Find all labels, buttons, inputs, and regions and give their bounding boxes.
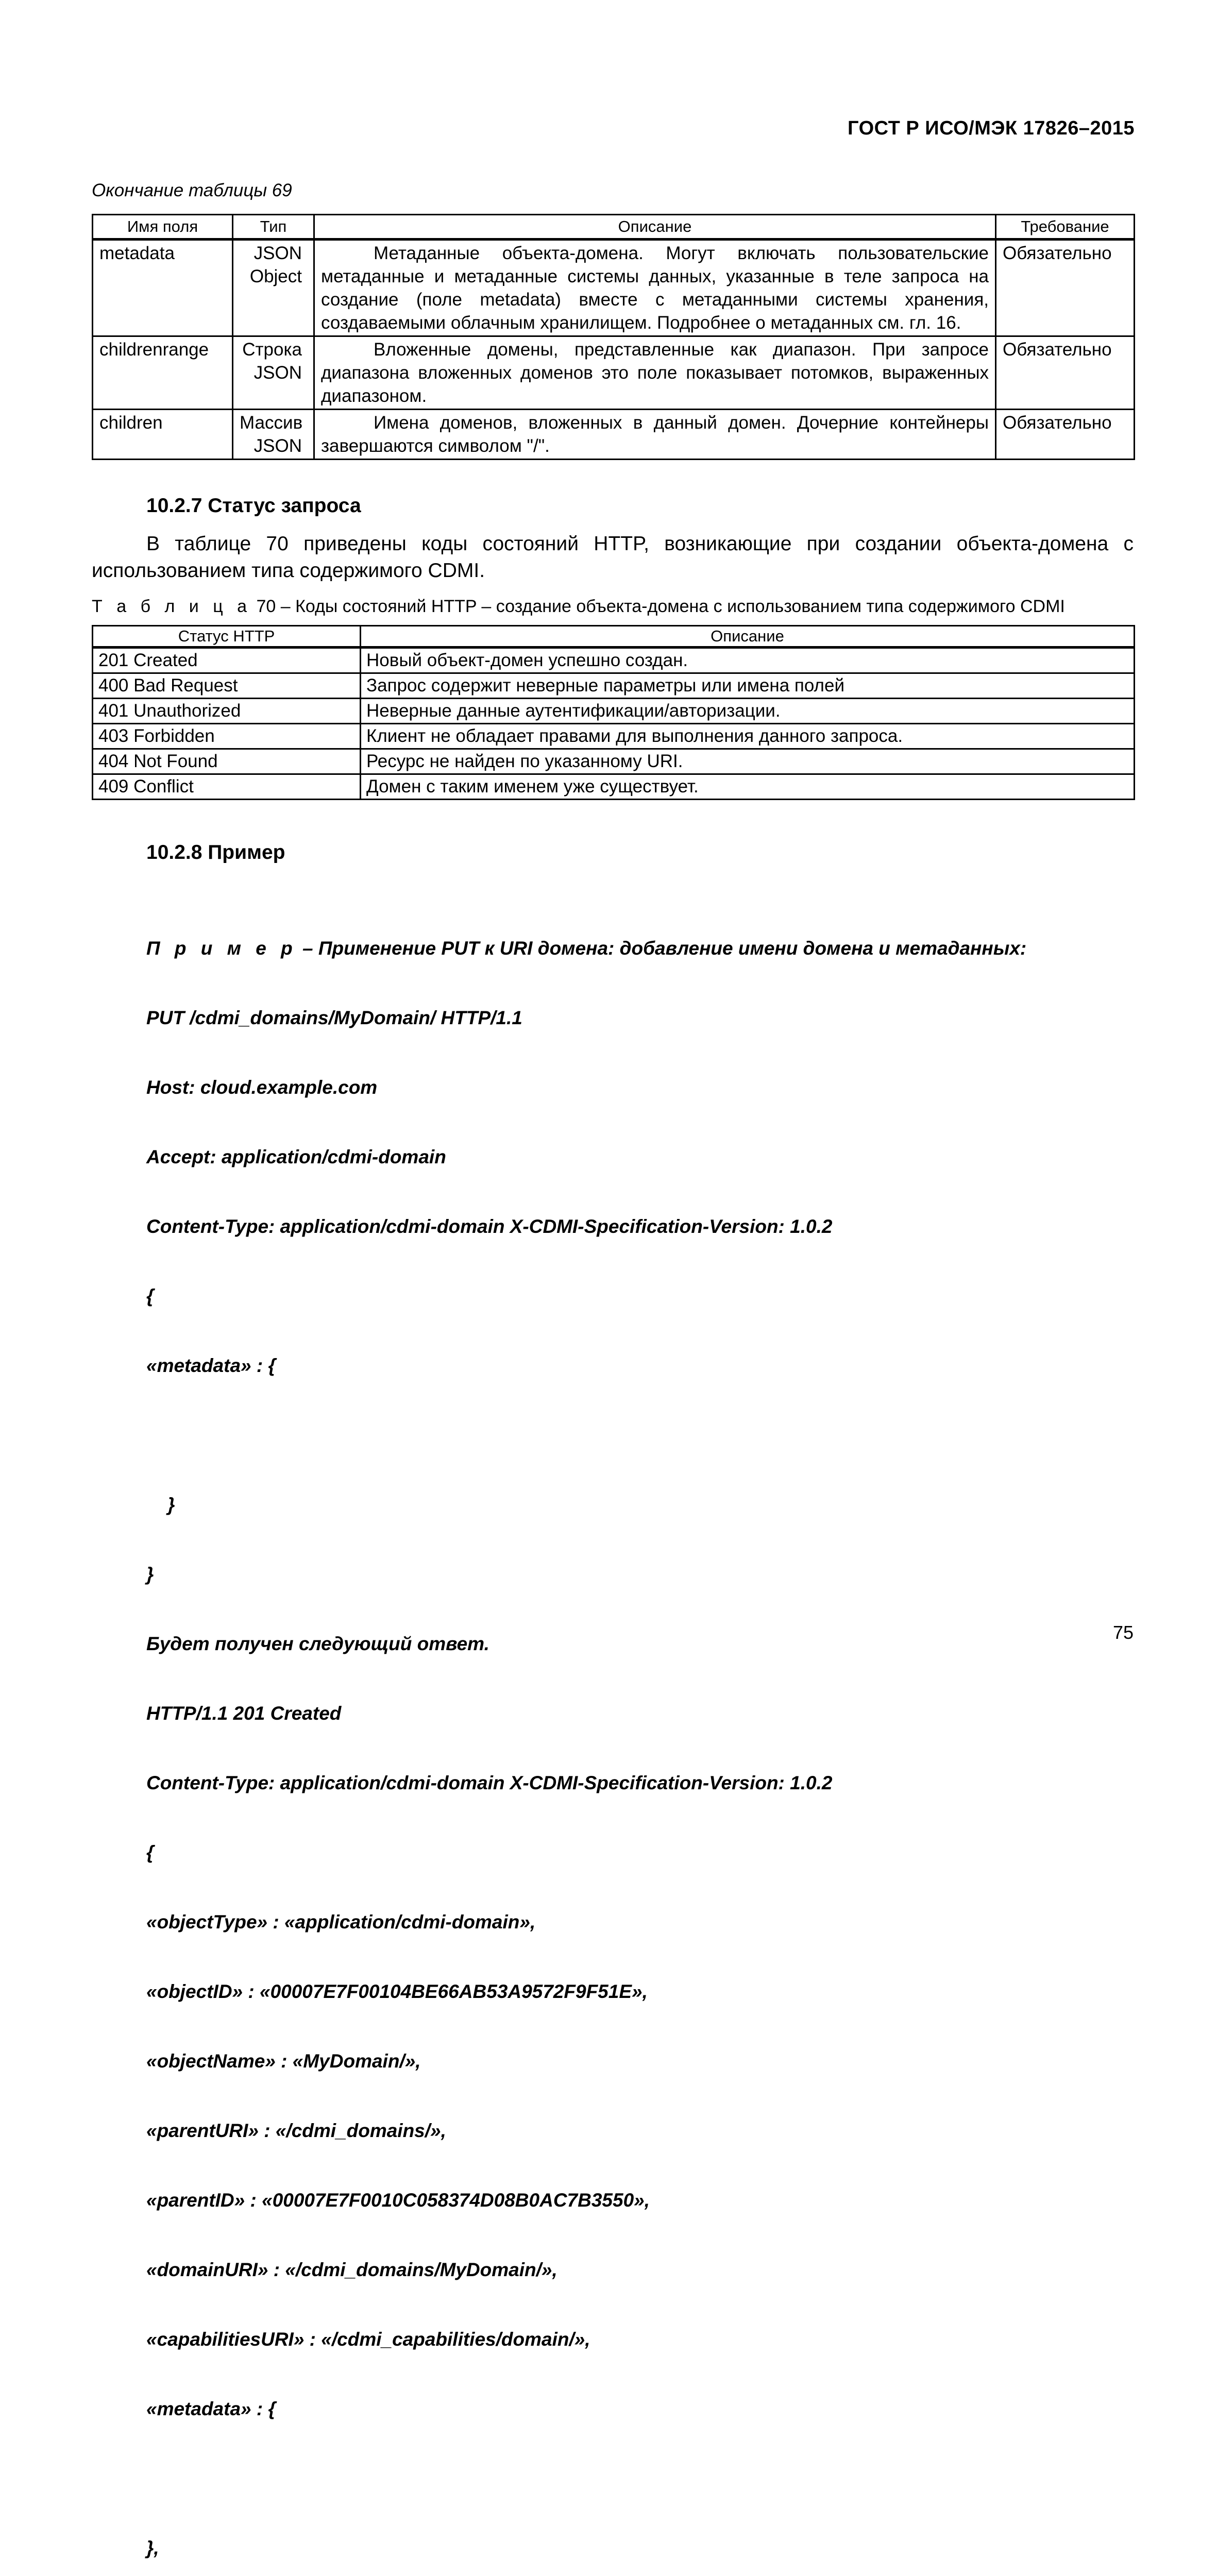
column-header: Описание (361, 626, 1135, 648)
table-row (93, 410, 1135, 460)
status-paragraph (92, 531, 1134, 584)
type-line: Object (249, 266, 302, 286)
example-line: «parentURI» : «/cdmi_domains/», (146, 2120, 446, 2141)
type-line: Строка (242, 340, 302, 360)
type-line: JSON (253, 243, 302, 263)
description-cell: Метаданные объекта-домена. Могут включать пользовательские метаданные и метаданные системы данных, указанные в теле запроса на создание (поле metadata) вместе с метаданными системы хранения, создаваемыми облачным хранилищем. Подробнее о метаданных см. гл. 16. (314, 240, 996, 336)
example-block (146, 890, 1026, 2576)
example-line (146, 937, 1026, 960)
column-header: Описание (314, 215, 996, 240)
table-row (93, 240, 1135, 336)
description-cell: Ресурс не найден по указанному URI. (361, 749, 1135, 774)
example-line: «metadata» : { (146, 2398, 276, 2419)
table-69-caption: Окончание таблицы 69 (92, 180, 292, 200)
field-type-cell (233, 336, 314, 410)
description-cell: Неверные данные аутентификации/авторизации. (361, 699, 1135, 724)
example-text: – Применение PUT к URI домена: добавление имени домена и метаданных: (297, 938, 1027, 959)
table-row (93, 336, 1135, 410)
table-row (93, 749, 1135, 774)
example-line: { (146, 1842, 154, 1863)
field-type-cell (233, 410, 314, 460)
field-type-cell (233, 240, 314, 336)
example-line (146, 1423, 1026, 1447)
example-line: «objectID» : «00007E7F00104BE66AB53A9572F9F51E», (146, 1981, 648, 2002)
example-line: HTTP/1.1 201 Created (146, 1703, 342, 1724)
example-line: «parentID» : «00007E7F0010C058374D08B0AC7B3550», (146, 2190, 650, 2211)
description-cell: Имена доменов, вложенных в данный домен. Дочерние контейнеры завершаются символом "/". (314, 410, 996, 460)
table-row (93, 724, 1135, 749)
type-line: JSON (253, 363, 302, 383)
type-line: Массив (240, 413, 303, 433)
table-header-row (93, 626, 1135, 648)
example-line: { (146, 1285, 154, 1307)
column-header: Статус HTTP (93, 626, 361, 648)
example-line: } (146, 1564, 154, 1585)
status-cell: 201 Created (93, 648, 361, 673)
table-label: Т а б л и ц а (92, 597, 252, 616)
example-line (146, 2467, 1026, 2490)
column-header: Требование (996, 215, 1135, 240)
field-name-cell: children (93, 410, 233, 460)
example-line: «domainURI» : «/cdmi_domains/MyDomain/», (146, 2259, 557, 2280)
status-cell: 400 Bad Request (93, 673, 361, 699)
example-label: П р и м е р (146, 938, 297, 959)
table-row (93, 673, 1135, 699)
example-line: «metadata» : { (146, 1355, 276, 1376)
table-title: 70 – Коды состояний HTTP – создание объекта-домена с использованием типа содержимого CDMI (256, 597, 1065, 616)
type-line: JSON (253, 436, 302, 456)
standard-header: ГОСТ Р ИСО/МЭК 17826–2015 (848, 117, 1135, 139)
section-heading-example: 10.2.8 Пример (146, 841, 285, 863)
table-70 (92, 625, 1135, 800)
section-heading-status: 10.2.7 Статус запроса (146, 495, 361, 517)
page-number: 75 (1112, 1622, 1134, 1643)
table-row (93, 699, 1135, 724)
field-name-cell: metadata (93, 240, 233, 336)
table-row (93, 774, 1135, 800)
example-line: «objectName» : «MyDomain/», (146, 2050, 421, 2072)
example-line: «capabilitiesURI» : «/cdmi_capabilities/domain/», (146, 2329, 590, 2350)
table-header-row (93, 215, 1135, 240)
example-line: «objectType» : «application/cdmi-domain», (146, 1911, 536, 1933)
status-cell: 401 Unauthorized (93, 699, 361, 724)
table-70-caption (92, 597, 1065, 617)
example-line: Host: cloud.example.com (146, 1077, 378, 1098)
requirement-cell: Обязательно (996, 410, 1135, 460)
example-line: Accept: application/cdmi-domain (146, 1146, 446, 1167)
description-cell: Запрос содержит неверные параметры или имена полей (361, 673, 1135, 699)
status-cell: 403 Forbidden (93, 724, 361, 749)
description-cell: Новый объект-домен успешно создан. (361, 648, 1135, 673)
example-line: PUT /cdmi_domains/MyDomain/ HTTP/1.1 (146, 1007, 522, 1028)
example-line: } (146, 1494, 175, 1515)
requirement-cell: Обязательно (996, 336, 1135, 410)
column-header: Имя поля (93, 215, 233, 240)
description-cell: Вложенные домены, представленные как диапазон. При запросе диапазона вложенных доменов это поле показывает потомков, выраженных диапазоном. (314, 336, 996, 410)
example-line: Будет получен следующий ответ. (146, 1633, 489, 1654)
example-line: Content-Type: application/cdmi-domain X-CDMI-Specification-Version: 1.0.2 (146, 1772, 833, 1793)
column-header: Тип (233, 215, 314, 240)
status-cell: 409 Conflict (93, 774, 361, 800)
requirement-cell: Обязательно (996, 240, 1135, 336)
example-line: Content-Type: application/cdmi-domain X-CDMI-Specification-Version: 1.0.2 (146, 1216, 833, 1237)
paragraph-text: В таблице 70 приведены коды состояний HTTP, возникающие при создании объекта-домена с использованием типа содержимого CDMI. (92, 533, 1134, 582)
field-name-cell: childrenrange (93, 336, 233, 410)
table-row (93, 648, 1135, 673)
description-cell: Клиент не обладает правами для выполнения данного запроса. (361, 724, 1135, 749)
status-cell: 404 Not Found (93, 749, 361, 774)
table-69 (92, 214, 1135, 460)
example-line: }, (146, 2537, 159, 2558)
description-cell: Домен с таким именем уже существует. (361, 774, 1135, 800)
